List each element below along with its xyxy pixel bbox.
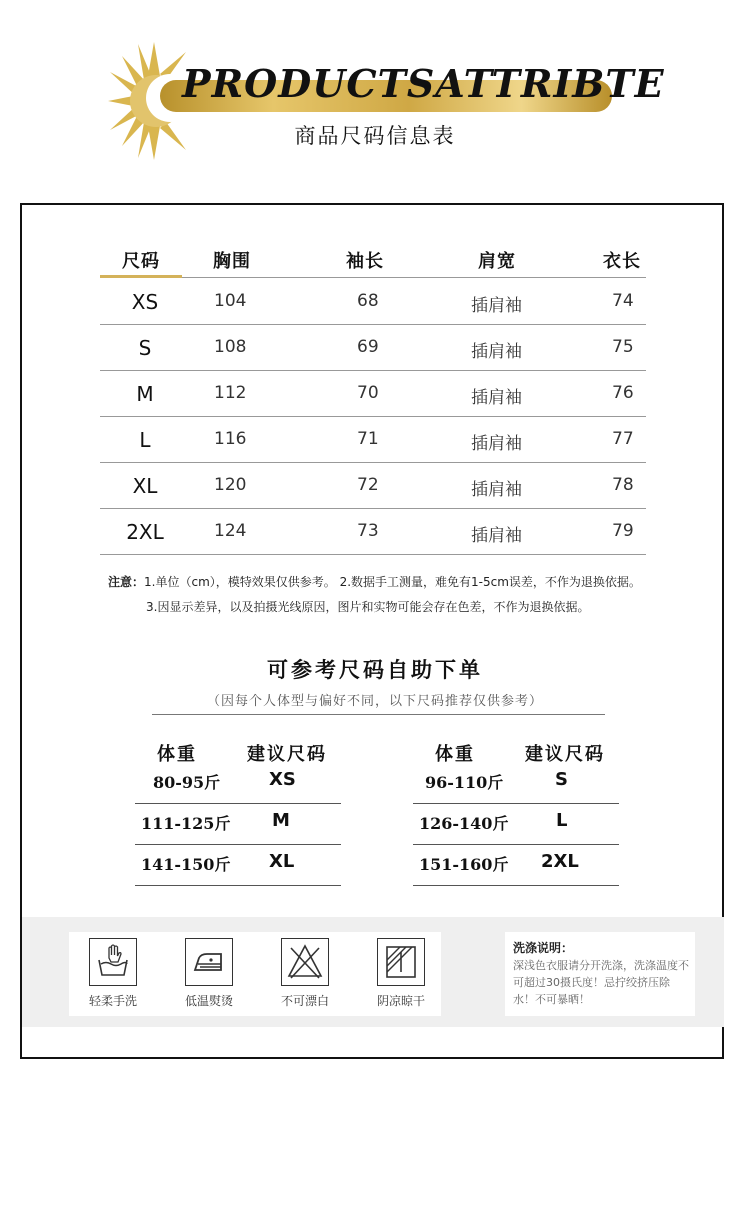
recommended-size: XS	[269, 769, 296, 790]
row-chest: 116	[214, 429, 247, 449]
care-label: 低温熨烫	[184, 994, 233, 1008]
table-row	[100, 371, 646, 417]
weight-range: 126-140斤	[419, 814, 509, 833]
row-chest: 112	[214, 383, 247, 403]
row-sleeve: 69	[357, 337, 379, 357]
header-title-cn: 商品尺码信息表	[294, 124, 456, 148]
table-row	[135, 844, 341, 886]
recommended-size: S	[555, 769, 568, 790]
care-instructions	[505, 932, 695, 1016]
row-shoulder: 插肩袖	[471, 480, 522, 500]
header-chest: 胸围	[213, 251, 251, 272]
table-row	[100, 325, 646, 371]
row-size: L	[139, 428, 151, 452]
weight-range: 96-110斤	[425, 773, 504, 792]
header-sleeve: 袖长	[346, 251, 384, 272]
shade-dry-icon	[377, 938, 425, 986]
table-row	[135, 762, 341, 804]
reference-subtitle: （因每个人体型与偏好不同，以下尺码推荐仅供参考）	[206, 694, 543, 709]
table-row	[413, 762, 619, 804]
hand-wash-icon	[89, 938, 137, 986]
row-size: 2XL	[126, 520, 164, 544]
care-body: 深浅色衣服请分开洗涤，洗涤温度不可超过30摄氏度！忌拧绞挤压除水！不可暴晒！	[513, 959, 689, 1006]
care-label: 轻柔手洗	[88, 994, 137, 1008]
care-item	[366, 938, 436, 1009]
row-sleeve: 71	[357, 429, 379, 449]
row-size: S	[138, 336, 152, 360]
divider	[152, 714, 605, 715]
table-row	[413, 803, 619, 845]
no-bleach-icon	[281, 938, 329, 986]
table-row	[413, 844, 619, 886]
care-item	[174, 938, 244, 1009]
header-shoulder: 肩宽	[478, 251, 516, 272]
table-row	[100, 509, 646, 555]
row-shoulder: 插肩袖	[471, 388, 522, 408]
header-size: 尺码	[122, 251, 160, 272]
weight-header: 体重	[435, 744, 475, 765]
recommended-size: XL	[269, 851, 295, 872]
row-length: 76	[612, 383, 634, 403]
row-length: 77	[612, 429, 634, 449]
row-shoulder: 插肩袖	[471, 526, 522, 546]
weight-range: 151-160斤	[419, 855, 509, 874]
low-iron-icon	[185, 938, 233, 986]
row-chest: 120	[214, 475, 247, 495]
weight-range: 80-95斤	[153, 773, 221, 792]
row-length: 78	[612, 475, 634, 495]
care-item	[270, 938, 340, 1009]
recommended-size: M	[272, 810, 290, 831]
header-accent-line	[100, 275, 182, 278]
notes-line-1	[108, 573, 641, 590]
row-sleeve: 72	[357, 475, 379, 495]
weight-range: 141-150斤	[141, 855, 231, 874]
care-title: 洗涤说明：	[513, 941, 574, 955]
row-length: 74	[612, 291, 634, 311]
table-row	[135, 803, 341, 845]
weight-header: 体重	[157, 744, 197, 765]
row-length: 75	[612, 337, 634, 357]
row-sleeve: 70	[357, 383, 379, 403]
table-row	[100, 463, 646, 509]
care-item	[78, 938, 148, 1009]
row-shoulder: 插肩袖	[471, 434, 522, 454]
notes-line-2: 3.因显示差异，以及拍摄光线原因，图片和实物可能会存在色差，不作为退换依据。	[146, 600, 590, 614]
row-chest: 104	[214, 291, 247, 311]
notes-text-1: 1.单位（cm），模特效果仅供参考。 2.数据手工测量，难免有1-5cm误差，不作为退换依据。	[144, 575, 641, 589]
row-size: XS	[131, 290, 159, 314]
row-size: XL	[132, 474, 158, 498]
row-chest: 124	[214, 521, 247, 541]
row-chest: 108	[214, 337, 247, 357]
table-row	[100, 417, 646, 463]
row-length: 79	[612, 521, 634, 541]
row-size: M	[136, 382, 154, 406]
care-icons-panel	[69, 932, 441, 1016]
recommended-size: L	[556, 810, 568, 831]
size-table-header	[100, 243, 646, 278]
size-header: 建议尺码	[525, 744, 605, 765]
reference-title: 可参考尺码自助下单	[267, 658, 483, 682]
care-label: 不可漂白	[280, 994, 329, 1008]
header-length: 衣长	[603, 251, 641, 272]
care-label: 阴凉晾干	[376, 994, 425, 1008]
weight-range: 111-125斤	[141, 814, 231, 833]
recommended-size: 2XL	[541, 851, 579, 872]
size-header: 建议尺码	[247, 744, 327, 765]
row-shoulder: 插肩袖	[471, 296, 522, 316]
header	[0, 0, 750, 180]
row-sleeve: 73	[357, 521, 379, 541]
table-row	[100, 279, 646, 325]
row-sleeve: 68	[357, 291, 379, 311]
notes-label: 注意：	[108, 575, 145, 589]
header-title-en: PRODUCTSATTRIBTE	[182, 61, 665, 106]
row-shoulder: 插肩袖	[471, 342, 522, 362]
